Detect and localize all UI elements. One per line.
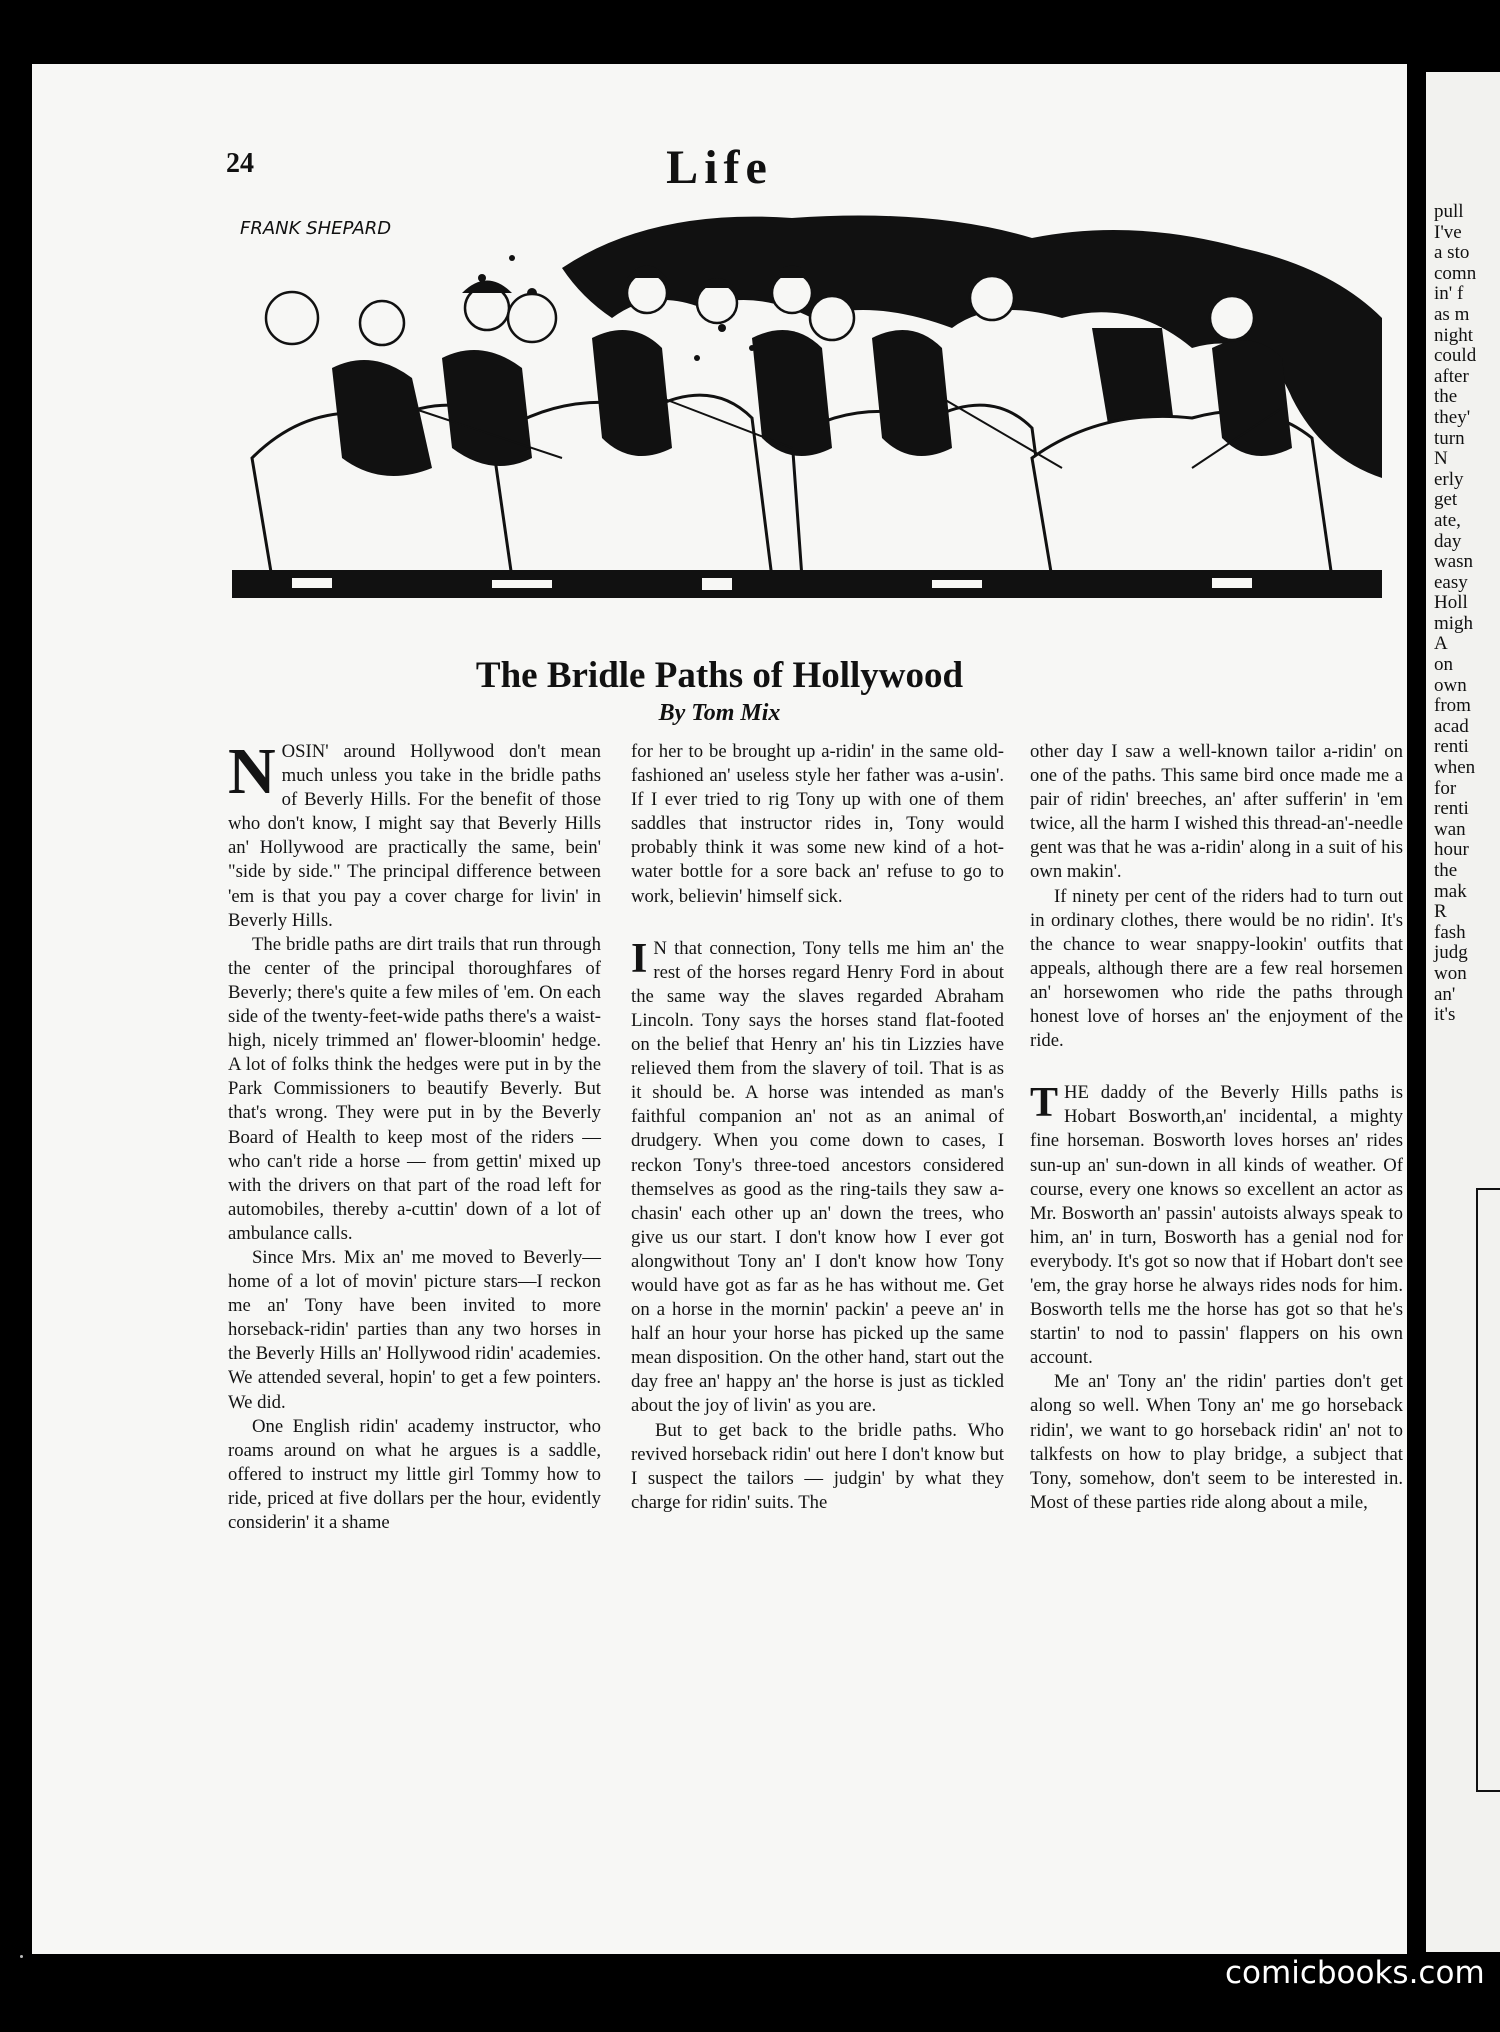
byline: By Tom Mix (658, 700, 781, 726)
adjacent-page-line: mak (1434, 880, 1467, 902)
paragraph: One English ridin' academy instructor, who roams around on what he argues is a saddle, offered to instruct my little girl Tommy how to ride, priced at five dollars per the hour, evidently considerin' it a shame (228, 1415, 601, 1533)
adjacent-page-line: acad (1434, 715, 1469, 737)
paragraph: If ninety per cent of the riders had to turn out in ordinary clothes, there would be no ridin'. It's the chance to wear snappy-lookin' outfits that appeals, although there are a few real horsemen an' horsewomen who ride the paths through honest love of horses an' the enjoyment of the ride. (1030, 885, 1403, 1052)
adjacent-page-line: ate, (1434, 509, 1461, 531)
artist-signature: FRANK SHEPARD (240, 218, 392, 239)
adjacent-page-line: migh (1434, 612, 1474, 634)
adjacent-page-line: as m (1434, 303, 1470, 325)
adjacent-page-line: easy (1434, 571, 1468, 593)
adjacent-page-line: R (1434, 901, 1447, 923)
column-3 (1030, 740, 1403, 1515)
adjacent-page-line: on (1434, 654, 1453, 676)
masthead: Life (666, 141, 773, 194)
adjacent-page-line: the (1434, 860, 1458, 881)
adjacent-page-line: the (1434, 386, 1458, 408)
adjacent-page-line: get (1434, 489, 1458, 511)
adjacent-page-line: day (1434, 530, 1462, 552)
paragraph: NOSIN' around Hollywood don't mean much unless you take in the bridle paths of Beverly Hills. For the benefit of those who don't know, I might say that Beverly Hills an' Hollywood are practically the same, bein' "side by side." The principal difference between 'em is that you pay a cover charge for livin' in Beverly Hills. (228, 735, 601, 931)
magazine-page (32, 64, 1407, 1954)
adjacent-page-line: could (1434, 345, 1477, 367)
paragraph: THE daddy of the Beverly Hills paths is Hobart Bosworth,an' incidental, a mighty fine horseman. Bosworth loves horses an' rides sun-up an' sun-down in all kinds of weather. Of course, every one knows so excellent an actor as Mr. Bosworth an' passin' autoists always speak to him, an' in turn, Bosworth has a genial nod for everybody. It's got so now that if Hobart don't see 'em, the gray horse he always rides nods for him. Bosworth tells me the horse has got so that he's startin' to nod to passin' flappers on his own account. (1030, 1080, 1403, 1369)
adjacent-page-line: night (1434, 324, 1474, 346)
adjacent-page-line: I've (1434, 221, 1462, 243)
adjacent-page-line: erly (1434, 468, 1464, 490)
adjacent-page-line: a sto (1434, 242, 1470, 264)
paragraph: Since Mrs. Mix an' me moved to Beverly—home of a lot of movin' picture stars—I reckon me an' Tony have been invited to more horseback-ridin' parties than any two horses in the Beverly Hills an' Hollywood ridin' academies. We attended several, hopin' to get a few pointers. We did. (228, 1246, 601, 1413)
adjacent-page-line: judg (1434, 942, 1468, 964)
adjacent-page-line: A (1434, 633, 1448, 655)
adjacent-page-edge (1426, 72, 1500, 1952)
paragraph: I N that connection, Tony tells me him an' the rest of the horses regard Henry Ford in about the same way the slaves regarded Abraham Lincoln. Tony says the horses stand flat-footed on the belief that Henry an' his tin Lizzies have relieved them from the slavery of toil. That is as it should be. A horse was intended as man's faithful companion an' not as an animal of drudgery. When you come down to cases, I reckon Tony's three-toed ancestors considered themselves as good as the ring-tails they saw a-chasin' each other up an' down the trees, who give us our start. I don't know how I ever got alongwithout Tony an' I don't know how Tony would have got as far as he has without me. Get on a horse in the mornin' packin' a peeve an' in half an hour your horse has picked up the same mean disposition. On the other hand, start out the day free an' happy an' the horse is just as tickled about the joy of livin' as you are. (631, 935, 1004, 1417)
adjacent-page-box (1476, 1188, 1500, 1792)
adjacent-page-line: hour (1434, 839, 1469, 861)
adjacent-page-line: after (1434, 365, 1469, 387)
watermark: comicbooks.com (1225, 1955, 1485, 1991)
adjacent-page-line: for (1434, 777, 1457, 799)
adjacent-page-line: in' f (1434, 283, 1464, 305)
adjacent-page-line: it's (1434, 1004, 1456, 1026)
column-1 (228, 735, 601, 1535)
illustration (232, 208, 1382, 598)
paragraph: other day I saw a well-known tailor a-ridin' on one of the paths. This same bird once made me a pair of ridin' breeches, an' after sufferin' in 'em twice, all the harm I wished this thread-an'-needle gent was that he was a-ridin' along in a suit of his own makin'. (1030, 741, 1403, 883)
drop-cap: I (631, 935, 648, 982)
adjacent-page-line: renti (1434, 736, 1469, 758)
adjacent-page-line: from (1434, 695, 1471, 717)
adjacent-page-line: comn (1434, 262, 1477, 284)
adjacent-page-line: pull (1434, 201, 1464, 222)
paragraph: for her to be brought up a-ridin' in the same old-fashioned an' useless style her father was a-usin'. If I ever tried to rig Tony up with one of them saddles that instructor rides in, Tony would probably think it was some new kind of a hot-water bottle for a sore back an' refuse to go to work, believin' himself sick. (631, 741, 1004, 907)
adjacent-page-line: an' (1434, 983, 1456, 1005)
scan-dust (20, 1955, 23, 1958)
adjacent-page-line: wasn (1434, 551, 1474, 573)
adjacent-page-line: when (1434, 757, 1476, 779)
adjacent-page-line: wan (1434, 818, 1466, 840)
adjacent-page-line: won (1434, 962, 1467, 984)
paragraph: The bridle paths are dirt trails that run through the center of the principal thoroughfares of Beverly; there's quite a few miles of 'em. On each side of the twenty-feet-wide paths there's a waist-high, nicely trimmed an' flower-bloomin' hedge. A lot of folks think the hedges were put in by the Park Commissioners to beautify Beverly. But that's wrong. They were put in by the Beverly Board of Health to keep most of the riders — who can't ride a horse — from gettin' mixed up with the drivers on that part of the road left for automobiles, thereby a-cuttin' down of a lot of ambulance calls. (228, 933, 601, 1244)
paragraph: Me an' Tony an' the ridin' parties don't get along so well. When Tony an' me go horseback ridin', we want to go horseback ridin' an' not to talkfests on how to play bridge, a subject that Tony, somehow, don't seem to be interested in. Most of these parties ride along about a mile, (1030, 1371, 1403, 1513)
adjacent-page-line: N (1434, 448, 1448, 470)
adjacent-page-line: fash (1434, 921, 1466, 943)
column-2 (631, 740, 1004, 1515)
drop-cap: T (1030, 1080, 1059, 1127)
adjacent-page-line: Holl (1434, 592, 1468, 614)
adjacent-page-line: they' (1434, 406, 1471, 428)
adjacent-page-text (1434, 202, 1500, 1026)
adjacent-page-line: renti (1434, 798, 1469, 820)
adjacent-page-line: own (1434, 674, 1467, 696)
paragraph: But to get back to the bridle paths. Who revived horseback ridin' out here I don't know but I suspect the tailors — judgin' by what they charge for ridin' suits. The (631, 1419, 1004, 1513)
article-title: The Bridle Paths of Hollywood (475, 655, 964, 696)
page-number: 24 (226, 148, 254, 179)
drop-cap: N (228, 735, 276, 808)
adjacent-page-line: turn (1434, 427, 1465, 449)
